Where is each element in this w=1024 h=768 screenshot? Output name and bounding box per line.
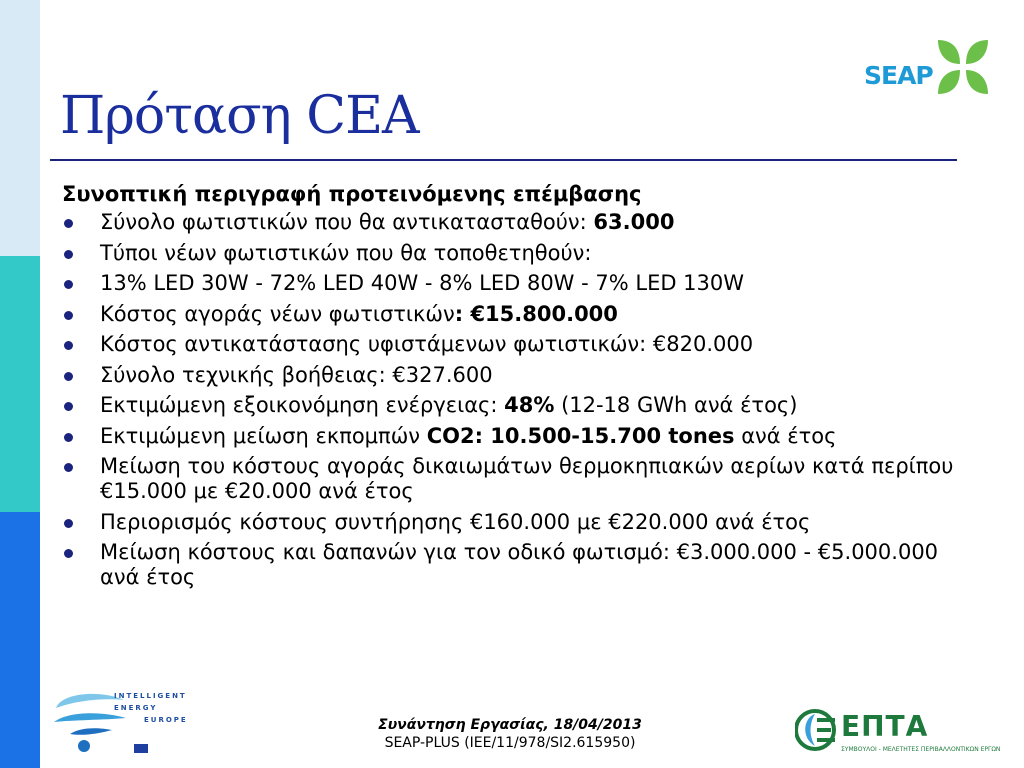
- bullet-item: 13% LED 30W - 72% LED 40W - 8% LED 80W - 7% LED 130W: [62, 271, 962, 296]
- bullet-item: Εκτιμώμενη μείωση εκπομπών CO2: 10.500-15.700 tones ανά έτος: [62, 424, 962, 449]
- iee-line1: INTELLIGENT: [114, 692, 187, 700]
- seap-plus-logo: [862, 38, 992, 98]
- bullet-item: Κόστος αγοράς νέων φωτιστικών: €15.800.000: [62, 302, 962, 327]
- epta-emblem-icon: [795, 708, 839, 752]
- bullet-list: [62, 210, 962, 590]
- bullet-item: Κόστος αντικατάστασης υφιστάμενων φωτιστικών: €820.000: [62, 332, 962, 357]
- side-strip-top: [0, 0, 40, 256]
- slide-footer: [330, 716, 690, 752]
- epta-logo: [795, 708, 1015, 758]
- slide-subtitle: Συνοπτική περιγραφή προτεινόμενης επέμβασης: [62, 182, 642, 206]
- bullet-item: Σύνολο φωτιστικών που θα αντικατασταθούν: 63.000: [62, 210, 962, 235]
- bullet-dot-icon: [64, 341, 73, 350]
- bullet-item: Μείωση κόστους και δαπανών για τον οδικό φωτισμό: €3.000.000 - €5.000.000 ανά έτος: [62, 540, 962, 590]
- bullet-dot-icon: [64, 250, 73, 259]
- bullet-item: Εκτιμώμενη εξοικονόμηση ενέργειας: 48% (12-18 GWh ανά έτος): [62, 393, 962, 418]
- bullet-dot-icon: [64, 549, 73, 558]
- seap-plus-leaf-icon: [934, 38, 992, 96]
- footer-project: SEAP-PLUS (IEE/11/978/SI2.615950): [384, 735, 636, 751]
- bullet-item: Μείωση του κόστους αγοράς δικαιωμάτων θερμοκηπιακών αερίων κατά περίπου €15.000 με €20.000 ανά έτος: [62, 454, 962, 504]
- iee-line2: ENERGY: [114, 704, 158, 712]
- bullet-dot-icon: [64, 519, 73, 528]
- bullet-item: Τύποι νέων φωτιστικών που θα τοποθετηθούν:: [62, 241, 962, 266]
- epta-subtitle: ΣΥΜΒΟΥΛΟΙ - ΜΕΛΕΤΗΤΕΣ ΠΕΡΙΒΑΛΛΟΝΤΙΚΩΝ ΕΡΓΩΝ: [841, 746, 1001, 753]
- bullet-dot-icon: [64, 402, 73, 411]
- seap-logo-text: SEAP: [864, 61, 933, 90]
- epta-name: ΕΠΤΑ: [841, 710, 929, 743]
- bullet-dot-icon: [64, 372, 73, 381]
- slide-title: Πρόταση CEA: [60, 86, 419, 146]
- bullet-dot-icon: [64, 463, 73, 472]
- slide-content: [62, 180, 962, 596]
- side-strip-bottom: [0, 512, 40, 768]
- side-strip-middle: [0, 256, 40, 512]
- bullet-item: Σύνολο τεχνικής βοήθειας: €327.600: [62, 363, 962, 388]
- bullet-dot-icon: [64, 311, 73, 320]
- bullet-item: Περιορισμός κόστους συντήρησης €160.000 με €220.000 ανά έτος: [62, 510, 962, 535]
- iee-line3: EUROPE: [144, 716, 188, 724]
- intelligent-energy-europe-logo: [52, 688, 192, 754]
- bullet-dot-icon: [64, 219, 73, 228]
- footer-meeting: Συνάντηση Εργασίας, 18/04/2013: [378, 717, 642, 733]
- bullet-dot-icon: [64, 433, 73, 442]
- title-divider: [50, 159, 957, 161]
- bullet-dot-icon: [64, 280, 73, 289]
- eu-flag-icon: [134, 744, 148, 753]
